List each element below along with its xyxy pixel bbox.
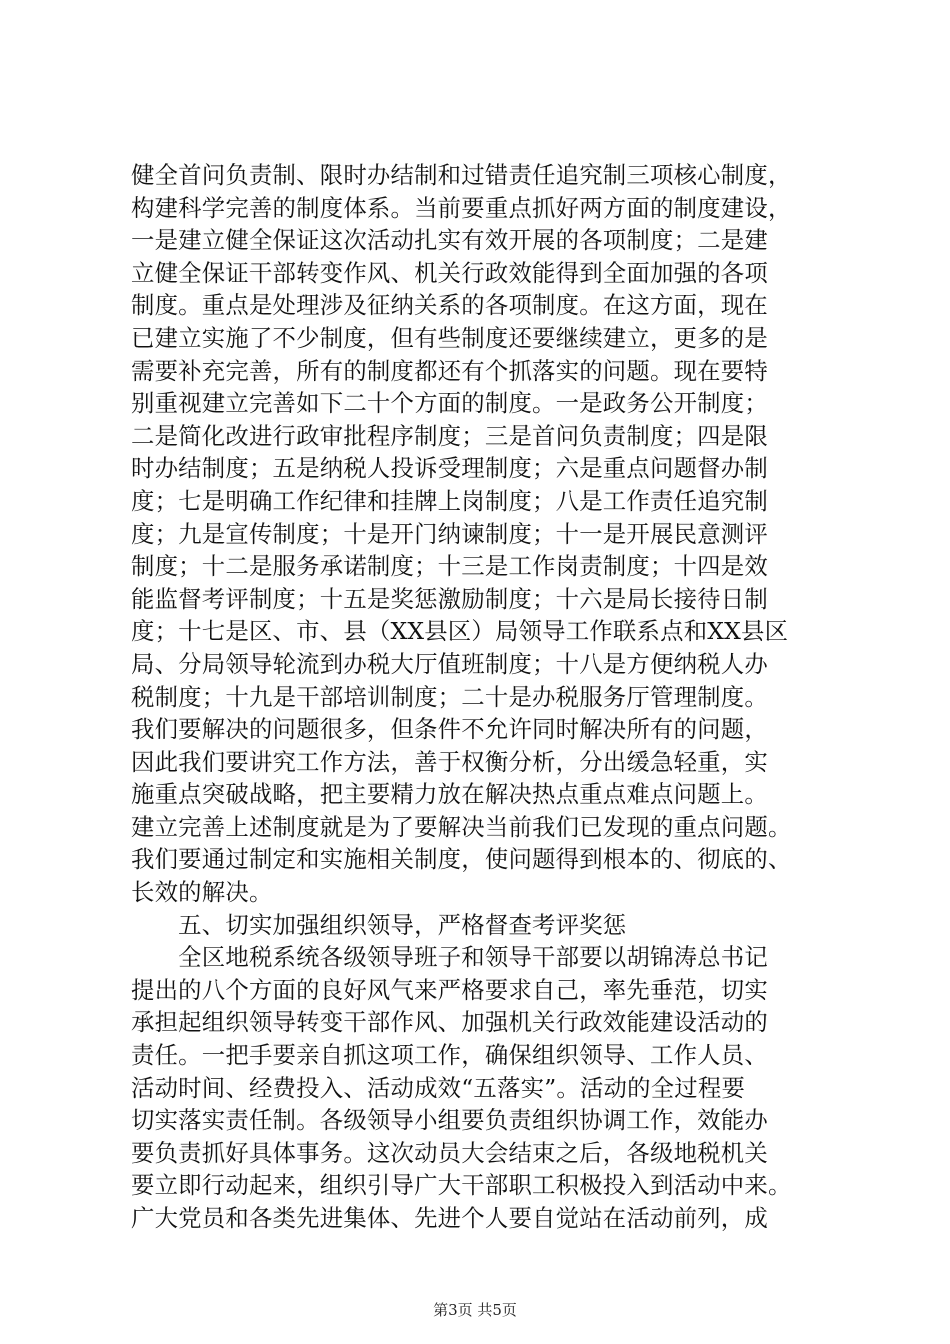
text-line: 健全首问负责制、限时办结制和过错责任追究制三项核心制度，	[131, 161, 792, 189]
text-line: 已建立实施了不少制度，但有些制度还要继续建立，更多的是	[131, 323, 768, 352]
text-line: 责任。一把手要亲自抓这项工作，确保组织领导、工作人员、	[131, 1041, 768, 1070]
text-line: 我们要解决的问题很多，但条件不允许同时解决所有的问题，	[131, 715, 768, 744]
text-line: 局、分局领导轮流到办税大厅值班制度；十八是方便纳税人办	[131, 649, 768, 678]
text-line: 度；十七是区、市、县（XX县区）局领导工作联系点和XX县区	[131, 617, 789, 646]
text-line: 因此我们要讲究工作方法，善于权衡分析，分出缓急轻重，实	[131, 747, 768, 776]
text-line: 要立即行动起来，组织引导广大干部职工积极投入到活动中来。	[131, 1171, 792, 1200]
document-body	[131, 159, 831, 1235]
text-line: 构建科学完善的制度体系。当前要重点抓好两方面的制度建设，	[131, 193, 792, 222]
page-number-footer: 第3页 共5页	[433, 1301, 517, 1319]
text-line: 要负责抓好具体事务。这次动员大会结束之后，各级地税机关	[131, 1138, 768, 1167]
section-heading: 五、切实加强组织领导，严格督查考评奖惩	[131, 910, 627, 939]
text-line: 全区地税系统各级领导班子和领导干部要以胡锦涛总书记	[131, 943, 768, 972]
text-line: 提出的八个方面的良好风气来严格要求自己，率先垂范，切实	[131, 975, 768, 1004]
text-line: 制度；十二是服务承诺制度；十三是工作岗责制度；十四是效	[131, 552, 768, 581]
text-line: 长效的解决。	[131, 878, 273, 907]
text-line: 度；七是明确工作纪律和挂牌上岗制度；八是工作责任追究制	[131, 486, 768, 515]
text-line: 能监督考评制度；十五是奖惩激励制度；十六是局长接待日制	[131, 584, 768, 613]
text-line: 度；九是宣传制度；十是开门纳谏制度；十一是开展民意测评	[131, 519, 768, 548]
text-line: 施重点突破战略，把主要精力放在解决热点重点难点问题上。	[131, 780, 768, 809]
text-line: 承担起组织领导转变干部作风、加强机关行政效能建设活动的	[131, 1008, 768, 1037]
text-line: 切实落实责任制。各级领导小组要负责组织协调工作，效能办	[131, 1106, 768, 1135]
text-line: 广大党员和各类先进集体、先进个人要自觉站在活动前列，成	[131, 1204, 768, 1232]
text-line: 立健全保证干部转变作风、机关行政效能得到全面加强的各项	[131, 258, 768, 287]
text-line: 二是简化改进行政审批程序制度；三是首问负责制度；四是限	[131, 421, 768, 450]
text-line: 时办结制度；五是纳税人投诉受理制度；六是重点问题督办制	[131, 454, 768, 483]
text-line: 活动时间、经费投入、活动成效“五落实”。活动的全过程要	[131, 1073, 746, 1102]
text-line: 我们要通过制定和实施相关制度，使问题得到根本的、彻底的、	[131, 845, 792, 874]
text-line: 需要补充完善，所有的制度都还有个抓落实的问题。现在要特	[131, 356, 768, 385]
text-line: 税制度；十九是干部培训制度；二十是办税服务厅管理制度。	[131, 682, 768, 711]
text-line: 制度。重点是处理涉及征纳关系的各项制度。在这方面，现在	[131, 291, 768, 320]
text-line: 一是建立健全保证这次活动扎实有效开展的各项制度；二是建	[131, 226, 768, 255]
text-line: 建立完善上述制度就是为了要解决当前我们已发现的重点问题。	[131, 812, 792, 841]
text-line: 别重视建立完善如下二十个方面的制度。一是政务公开制度；	[131, 389, 768, 418]
